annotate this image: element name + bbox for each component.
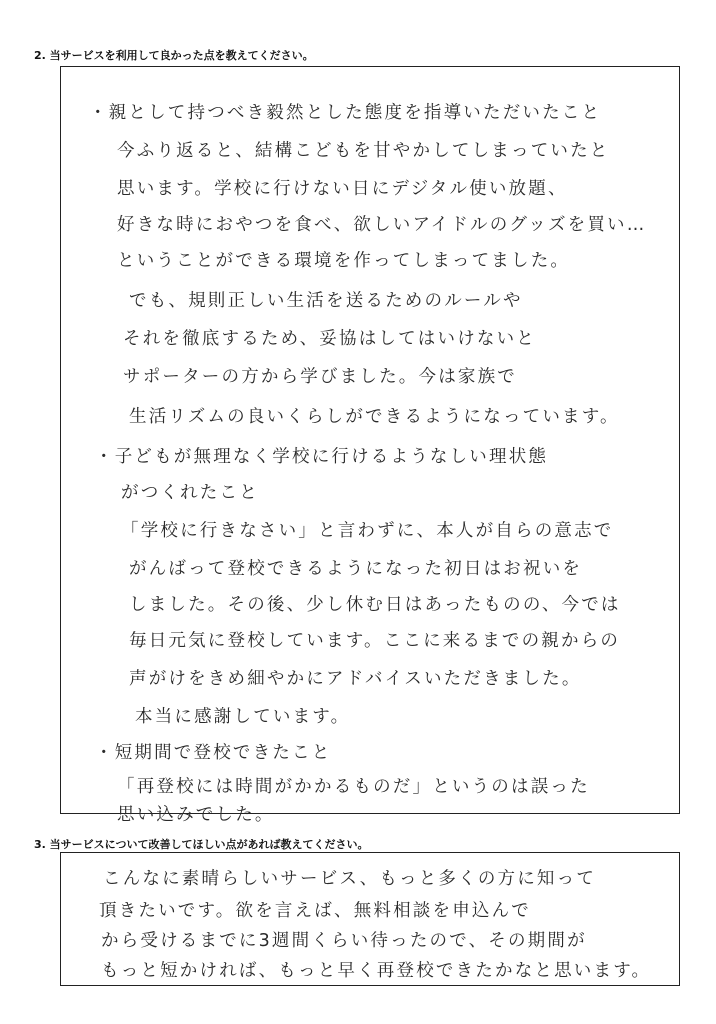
answer-2-line-14: しました。その後、少し休む日はあったものの、今では <box>129 595 621 615</box>
answer-2-line-2: 今ふり返ると、結構こどもを甘やかしてしまっていたと <box>117 141 610 161</box>
answer-2-line-18: ・短期間で登校できたこと <box>95 743 332 763</box>
answer-2-line-15: 毎日元気に登校しています。ここに来るまでの親からの <box>129 631 621 651</box>
answer-2-line-3: 思います。学校に行けない日にデジタル使い放題、 <box>117 179 568 199</box>
answer-2-line-19: 「再登校には時間がかかるものだ」というのは誤った <box>117 777 590 797</box>
answer-2-line-20: 思い込みでした。 <box>117 805 275 825</box>
answer-2-line-5: ということができる環境を作ってしまってました。 <box>117 251 571 271</box>
question-3-label: 3. 当サービスについて改善してほしい点があれば教えてください。 <box>34 838 369 851</box>
answer-3-line-3: から受けるまでに3週間くらい待ったので、その期間が <box>101 931 587 951</box>
answer-2-line-8: サポーターの方から学びました。今は家族で <box>123 367 517 387</box>
question-2-answer-box <box>60 66 680 825</box>
answer-2-line-16: 声がけをきめ細やかにアドバイスいただきました。 <box>129 669 582 689</box>
answer-3-line-2: 頂きたいです。欲を言えば、無料相談を申込んで <box>99 901 531 921</box>
answer-2-line-4: 好きな時におやつを食べ、欲しいアイドルのグッズを買い… <box>117 215 647 235</box>
question-3-answer-box <box>60 852 680 986</box>
answer-2-line-17: 本当に感謝しています。 <box>135 707 351 727</box>
answer-2-line-12: 「学校に行きなさい」と言わずに、本人が自らの意志で <box>121 521 614 541</box>
question-2-label: 2. 当サービスを利用して良かった点を教えてください。 <box>34 49 314 62</box>
answer-2-line-13: がんばって登校できるようになった初日はお祝いを <box>129 559 583 579</box>
answer-2-line-1: ・親として持つべき毅然とした態度を指導いただいたこと <box>89 103 602 123</box>
answer-2-line-11: がつくれたこと <box>121 483 259 503</box>
answer-3-line-4: もっと短かければ、もっと早く再登校できたかなと思います。 <box>101 961 652 981</box>
answer-3-line-1: こんなに素晴らしいサービス、もっと多くの方に知って <box>103 869 597 889</box>
answer-2-line-9: 生活リズムの良いくらしができるようになっています。 <box>129 407 620 427</box>
answer-2-line-7: それを徹底するため、妥協はしてはいけないと <box>123 329 536 349</box>
answer-2-line-10: ・子どもが無理なく学校に行けるようなしい理状態 <box>95 447 549 467</box>
answer-2-line-6: でも、規則正しい生活を送るためのルールや <box>129 291 523 311</box>
